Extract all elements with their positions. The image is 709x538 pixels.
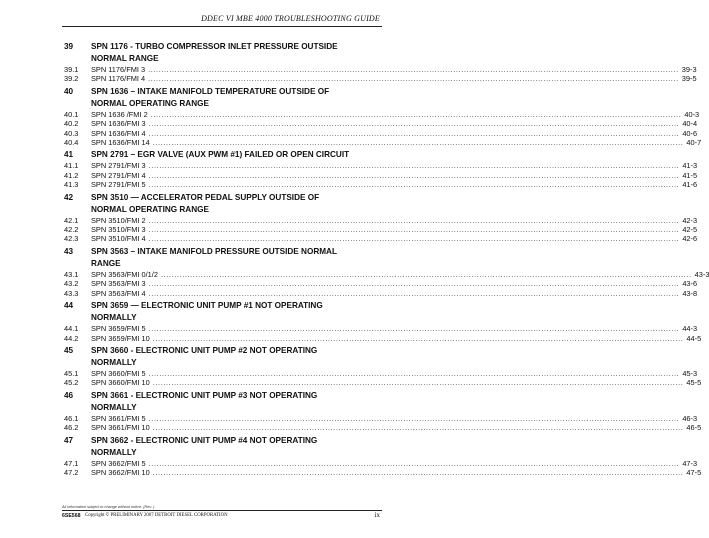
toc-entry[interactable] <box>64 234 698 244</box>
toc-entry[interactable] <box>64 109 700 119</box>
dot-leader: ........................................................................................................................................................................................................ <box>148 234 680 244</box>
dot-leader: ........................................................................................................................................................................................................ <box>148 170 680 180</box>
entry-title: SPN 3659/FMI 5 <box>91 324 146 334</box>
dot-leader: ........................................................................................................................................................................................................ <box>148 215 680 225</box>
entry-title: SPN 2791/FMI 5 <box>91 180 146 190</box>
entry-number: 46.2 <box>64 423 79 433</box>
section-title: SPN 3660 - ELECTRONIC UNIT PUMP #2 NOT OPERATING NORMALLY <box>91 345 318 367</box>
section-title: SPN 1636 – INTAKE MANIFOLD TEMPERATURE OUTSIDE OF NORMAL OPERATING RANGE <box>91 86 330 108</box>
entry-title: SPN 3563/FMI 4 <box>91 288 146 298</box>
toc-section-heading[interactable] <box>64 192 354 216</box>
dot-leader: ........................................................................................................................................................................................................ <box>148 458 680 468</box>
section-title: SPN 2791 – EGR VALVE (AUX PWM #1) FAILED OR OPEN CIRCUIT <box>91 150 350 160</box>
section-title: SPN 3510 — ACCELERATOR PEDAL SUPPLY OUTSIDE OF NORMAL OPERATING RANGE <box>91 192 320 214</box>
entry-page-number: 43-3 <box>694 269 709 279</box>
toc-entry[interactable] <box>64 269 709 279</box>
entry-page-number: 47-3 <box>682 458 698 468</box>
entry-number: 44.2 <box>64 333 79 343</box>
entry-title: SPN 3563/FMI 3 <box>91 279 146 289</box>
section-title: SPN 1176 - TURBO COMPRESSOR INLET PRESSURE OUTSIDE NORMAL RANGE <box>91 42 338 63</box>
entry-title: SPN 1176/FMI 3 <box>91 65 146 74</box>
entry-title: SPN 3659/FMI 10 <box>91 333 150 343</box>
toc-entry[interactable] <box>64 279 698 289</box>
entry-title: SPN 3510/FMI 2 <box>91 215 146 225</box>
dot-leader: ........................................................................................................................................................................................................ <box>148 225 680 235</box>
dot-leader: ........................................................................................................................................................................................................ <box>148 119 680 129</box>
entry-number: 39.1 <box>64 65 79 74</box>
section-title: SPN 3662 - ELECTRONIC UNIT PUMP #4 NOT OPERATING NORMALLY <box>91 435 318 457</box>
entry-title: SPN 3661/FMI 5 <box>91 413 146 423</box>
entry-number: 42.1 <box>64 215 79 225</box>
entry-number: 42.3 <box>64 234 79 244</box>
entry-title: SPN 3662/FMI 5 <box>91 458 146 468</box>
entry-number: 45.1 <box>64 368 79 378</box>
entry-page-number: 42-5 <box>682 225 698 235</box>
entry-page-number: 40-6 <box>682 128 698 138</box>
entry-title: SPN 3660/FMI 5 <box>91 368 146 378</box>
dot-leader: ........................................................................................................................................................................................................ <box>148 128 680 138</box>
entry-page-number: 40-3 <box>684 109 700 119</box>
entry-number: 41.2 <box>64 170 79 180</box>
entry-page-number: 39-3 <box>681 65 697 74</box>
entry-page-number: 44-3 <box>682 324 698 334</box>
section-number: 43 <box>64 246 74 256</box>
entry-title: SPN 3661/FMI 10 <box>91 423 150 433</box>
entry-page-number: 43-6 <box>682 279 698 289</box>
entry-page-number: 43-8 <box>682 288 698 298</box>
toc-section-heading[interactable] <box>64 390 354 414</box>
toc-entry[interactable] <box>64 423 702 433</box>
dot-leader: ........................................................................................................................................................................................................ <box>148 65 679 74</box>
header-rule <box>62 26 382 27</box>
entry-title: SPN 3510/FMI 4 <box>91 234 146 244</box>
toc-entry[interactable] <box>64 128 698 138</box>
entry-page-number: 40-7 <box>686 138 702 148</box>
toc-entry[interactable] <box>64 467 702 477</box>
toc-entry[interactable] <box>64 288 698 298</box>
entry-title: SPN 3662/FMI 10 <box>91 467 150 477</box>
entry-number: 39.2 <box>64 74 79 84</box>
entry-title: SPN 3660/FMI 10 <box>91 378 150 388</box>
toc-section-heading[interactable] <box>64 41 354 65</box>
entry-number: 47.2 <box>64 467 79 477</box>
entry-page-number: 42-3 <box>682 215 698 225</box>
toc-section-heading[interactable] <box>64 345 354 369</box>
entry-page-number: 42-6 <box>682 234 698 244</box>
entry-page-number: 41-6 <box>682 180 698 190</box>
entry-number: 41.1 <box>64 161 79 171</box>
section-number: 45 <box>64 345 74 355</box>
toc-section-heading[interactable] <box>64 86 354 110</box>
page-header-title: DDEC VI MBE 4000 TROUBLESHOOTING GUIDE <box>201 14 380 23</box>
dot-leader: ........................................................................................................................................................................................................ <box>148 324 680 334</box>
entry-page-number: 40-4 <box>682 119 698 129</box>
entry-page-number: 45-5 <box>686 378 702 388</box>
entry-title: SPN 2791/FMI 4 <box>91 170 146 180</box>
toc-section-heading[interactable] <box>64 435 354 459</box>
toc-entry[interactable] <box>64 74 697 84</box>
toc-entry[interactable] <box>64 368 698 378</box>
entry-number: 41.3 <box>64 180 79 190</box>
entry-title: SPN 3563/FMI 0/1/2 <box>91 269 158 279</box>
entry-number: 43.1 <box>64 269 79 279</box>
dot-leader: ........................................................................................................................................................................................................ <box>148 161 680 171</box>
entry-number: 43.2 <box>64 279 79 289</box>
toc-entry[interactable] <box>64 378 702 388</box>
toc-section-heading[interactable] <box>64 149 354 161</box>
entry-page-number: 44-5 <box>686 333 702 343</box>
toc-entry[interactable] <box>64 458 698 468</box>
section-number: 44 <box>64 301 74 311</box>
toc-entry[interactable] <box>64 225 698 235</box>
entry-number: 46.1 <box>64 413 79 423</box>
entry-number: 47.1 <box>64 458 79 468</box>
entry-title: SPN 1636/FMI 4 <box>91 128 146 138</box>
toc-section-heading[interactable] <box>64 300 354 324</box>
footer-rule <box>62 510 382 511</box>
entry-number: 44.1 <box>64 324 79 334</box>
entry-number: 40.3 <box>64 128 79 138</box>
dot-leader: ........................................................................................................................................................................................................ <box>148 74 679 84</box>
toc-entry[interactable] <box>64 170 698 180</box>
footer-notice: All information subject to change without notice. (Rev. ) <box>62 505 155 509</box>
toc-entry[interactable] <box>64 333 702 343</box>
dot-leader: ........................................................................................................................................................................................................ <box>152 138 684 148</box>
toc-entry[interactable] <box>64 138 702 148</box>
entry-title: SPN 1636 /FMI 2 <box>91 109 148 119</box>
entry-page-number: 46-3 <box>682 413 698 423</box>
entry-number: 40.1 <box>64 109 79 119</box>
section-title: SPN 3563 – INTAKE MANIFOLD PRESSURE OUTSIDE NORMAL RANGE <box>91 246 337 268</box>
toc-entry[interactable] <box>64 180 698 190</box>
entry-number: 42.2 <box>64 225 79 235</box>
entry-page-number: 47-5 <box>686 467 702 477</box>
entry-page-number: 41-3 <box>682 161 698 171</box>
toc-entry[interactable] <box>64 161 698 171</box>
dot-leader: ........................................................................................................................................................................................................ <box>152 423 684 433</box>
entry-page-number: 46-5 <box>686 423 702 433</box>
entry-title: SPN 3510/FMI 3 <box>91 225 146 235</box>
table-of-contents <box>64 41 709 477</box>
toc-entry[interactable] <box>64 65 697 74</box>
toc-entry[interactable] <box>64 119 698 129</box>
entry-number: 43.3 <box>64 288 79 298</box>
dot-leader: ........................................................................................................................................................................................................ <box>148 368 680 378</box>
section-number: 40 <box>64 86 74 96</box>
dot-leader: ........................................................................................................................................................................................................ <box>152 467 684 477</box>
section-number: 42 <box>64 192 74 202</box>
entry-page-number: 39-5 <box>681 74 697 84</box>
entry-page-number: 45-3 <box>682 368 698 378</box>
section-number: 47 <box>64 435 74 445</box>
toc-section-heading[interactable] <box>64 246 354 270</box>
toc-entry[interactable] <box>64 413 698 423</box>
toc-entry[interactable] <box>64 215 698 225</box>
toc-entry[interactable] <box>64 324 698 334</box>
entry-title: SPN 2791/FMI 3 <box>91 161 146 171</box>
entry-title: SPN 1636/FMI 14 <box>91 138 150 148</box>
section-title: SPN 3659 — ELECTRONIC UNIT PUMP #1 NOT OPERATING NORMALLY <box>91 301 323 323</box>
entry-number: 45.2 <box>64 378 79 388</box>
footer-page-number: ix <box>374 511 380 519</box>
footer-doc-code: 6SE568 <box>62 513 81 519</box>
entry-title: SPN 1636/FMI 3 <box>91 119 146 129</box>
section-number: 46 <box>64 390 74 400</box>
entry-title: SPN 1176/FMI 4 <box>91 74 146 84</box>
dot-leader: ........................................................................................................................................................................................................ <box>148 279 680 289</box>
entry-page-number: 41-5 <box>682 170 698 180</box>
dot-leader: ........................................................................................................................................................................................................ <box>152 333 684 343</box>
entry-number: 40.4 <box>64 138 79 148</box>
section-title: SPN 3661 - ELECTRONIC UNIT PUMP #3 NOT OPERATING NORMALLY <box>91 390 318 412</box>
dot-leader: ........................................................................................................................................................................................................ <box>148 413 680 423</box>
entry-number: 40.2 <box>64 119 79 129</box>
dot-leader: ........................................................................................................................................................................................................ <box>150 109 682 119</box>
dot-leader: ........................................................................................................................................................................................................ <box>160 269 692 279</box>
footer-copyright: Copyright © PRELIMINARY 2007 DETROIT DIESEL CORPORATION <box>85 513 228 518</box>
dot-leader: ........................................................................................................................................................................................................ <box>148 288 680 298</box>
dot-leader: ........................................................................................................................................................................................................ <box>152 378 684 388</box>
section-number: 41 <box>64 150 74 160</box>
dot-leader: ........................................................................................................................................................................................................ <box>148 180 680 190</box>
section-number: 39 <box>64 42 74 51</box>
